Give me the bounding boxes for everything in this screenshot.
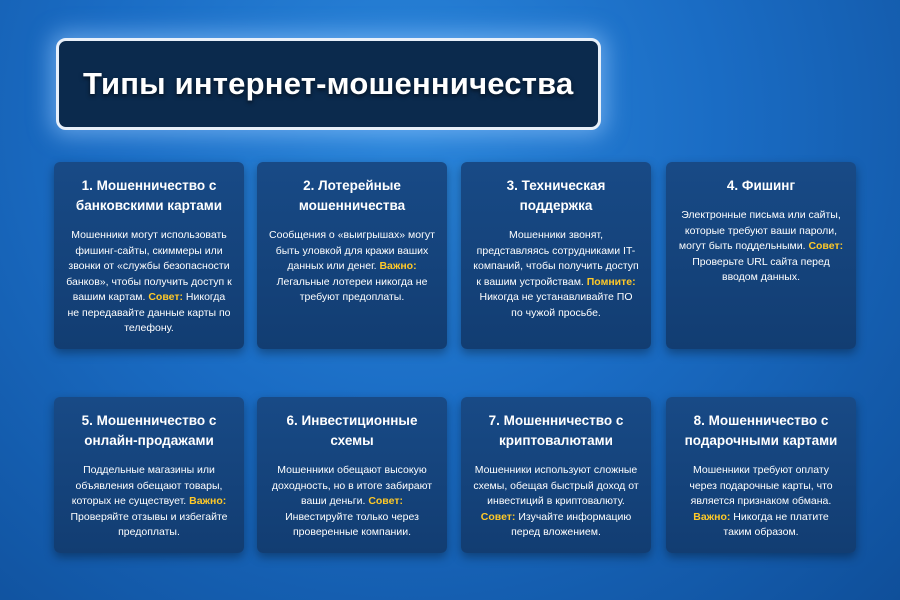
card-text: Мошенники звонят, представляясь сотрудниками IT-компаний, чтобы получить доступ к вашим устройствам. Помните: Никогда не устанавливайте ПО по чужой просьбе. xyxy=(473,229,639,319)
card-tip-label: Совет: xyxy=(368,495,403,507)
card-text: Поддельные магазины или объявления обещают товары, которых не существует. Важно: Проверяйте отзывы и избегайте предоплаты. xyxy=(70,464,228,538)
card-text: Мошенники обещают высокую доходность, но в итоге забирают ваши деньги. Совет: Инвестируйте только через проверенные компании. xyxy=(271,464,433,538)
title-banner xyxy=(56,38,601,130)
card-tip-label: Совет: xyxy=(808,240,844,252)
card-text: Мошенники могут использовать фишинг-сайты, скиммеры или звонки от «службы безопасности банков», чтобы получить доступ к вашим картам. Совет: Никогда не передавайте данные карты по телефону. xyxy=(66,229,232,334)
card-text: Сообщения о «выигрышах» могут быть уловкой для кражи ваших данных или денег. Важно: Легальные лотереи никогда не требуют предоплаты. xyxy=(269,229,435,303)
card-title: 3. Техническая поддержка xyxy=(506,178,606,213)
card-tip-label: Важно: xyxy=(189,495,227,507)
card-title: 5. Мошенничество с онлайн-продажами xyxy=(81,413,217,448)
card-title: 6. Инвестиционные схемы xyxy=(286,413,418,448)
card-phishing xyxy=(666,162,856,349)
card-bank-cards xyxy=(54,162,244,349)
card-tip-label: Важно: xyxy=(693,510,731,523)
card-title: 2. Лотерейные мошенничества xyxy=(298,178,406,213)
card-gift-cards xyxy=(666,397,856,553)
card-investment xyxy=(257,397,447,553)
card-tip-label: Совет: xyxy=(480,510,516,523)
page-title: Типы интернет-мошенничества xyxy=(83,66,574,101)
card-tip-label: Важно: xyxy=(379,260,417,272)
card-text: Электронные письма или сайты, которые требуют ваши пароли, могут быть поддельными. Совет: Проверьте URL сайта перед вводом данных. xyxy=(678,209,844,283)
card-title: 7. Мошенничество с криптовалютами xyxy=(488,413,624,448)
card-lottery xyxy=(257,162,447,349)
card-text: Мошенники требуют оплату через подарочные карты, что является признаком обмана. Важно: Никогда не платите таким образом. xyxy=(689,464,833,538)
card-online-sales xyxy=(54,397,244,553)
card-tech-support xyxy=(461,162,651,349)
card-tip-label: Помните: xyxy=(586,275,636,288)
card-text: Мошенники используют сложные схемы, обещая быстрый доход от инвестиций в криптовалюту. Совет: Изучайте информацию перед вложением. xyxy=(473,464,639,538)
card-title: 1. Мошенничество с банковскими картами xyxy=(75,178,223,213)
card-tip-label: Совет: xyxy=(148,291,183,303)
card-title: 4. Фишинг xyxy=(726,178,796,193)
card-crypto xyxy=(461,397,651,553)
card-title: 8. Мошенничество с подарочными картами xyxy=(684,413,838,448)
